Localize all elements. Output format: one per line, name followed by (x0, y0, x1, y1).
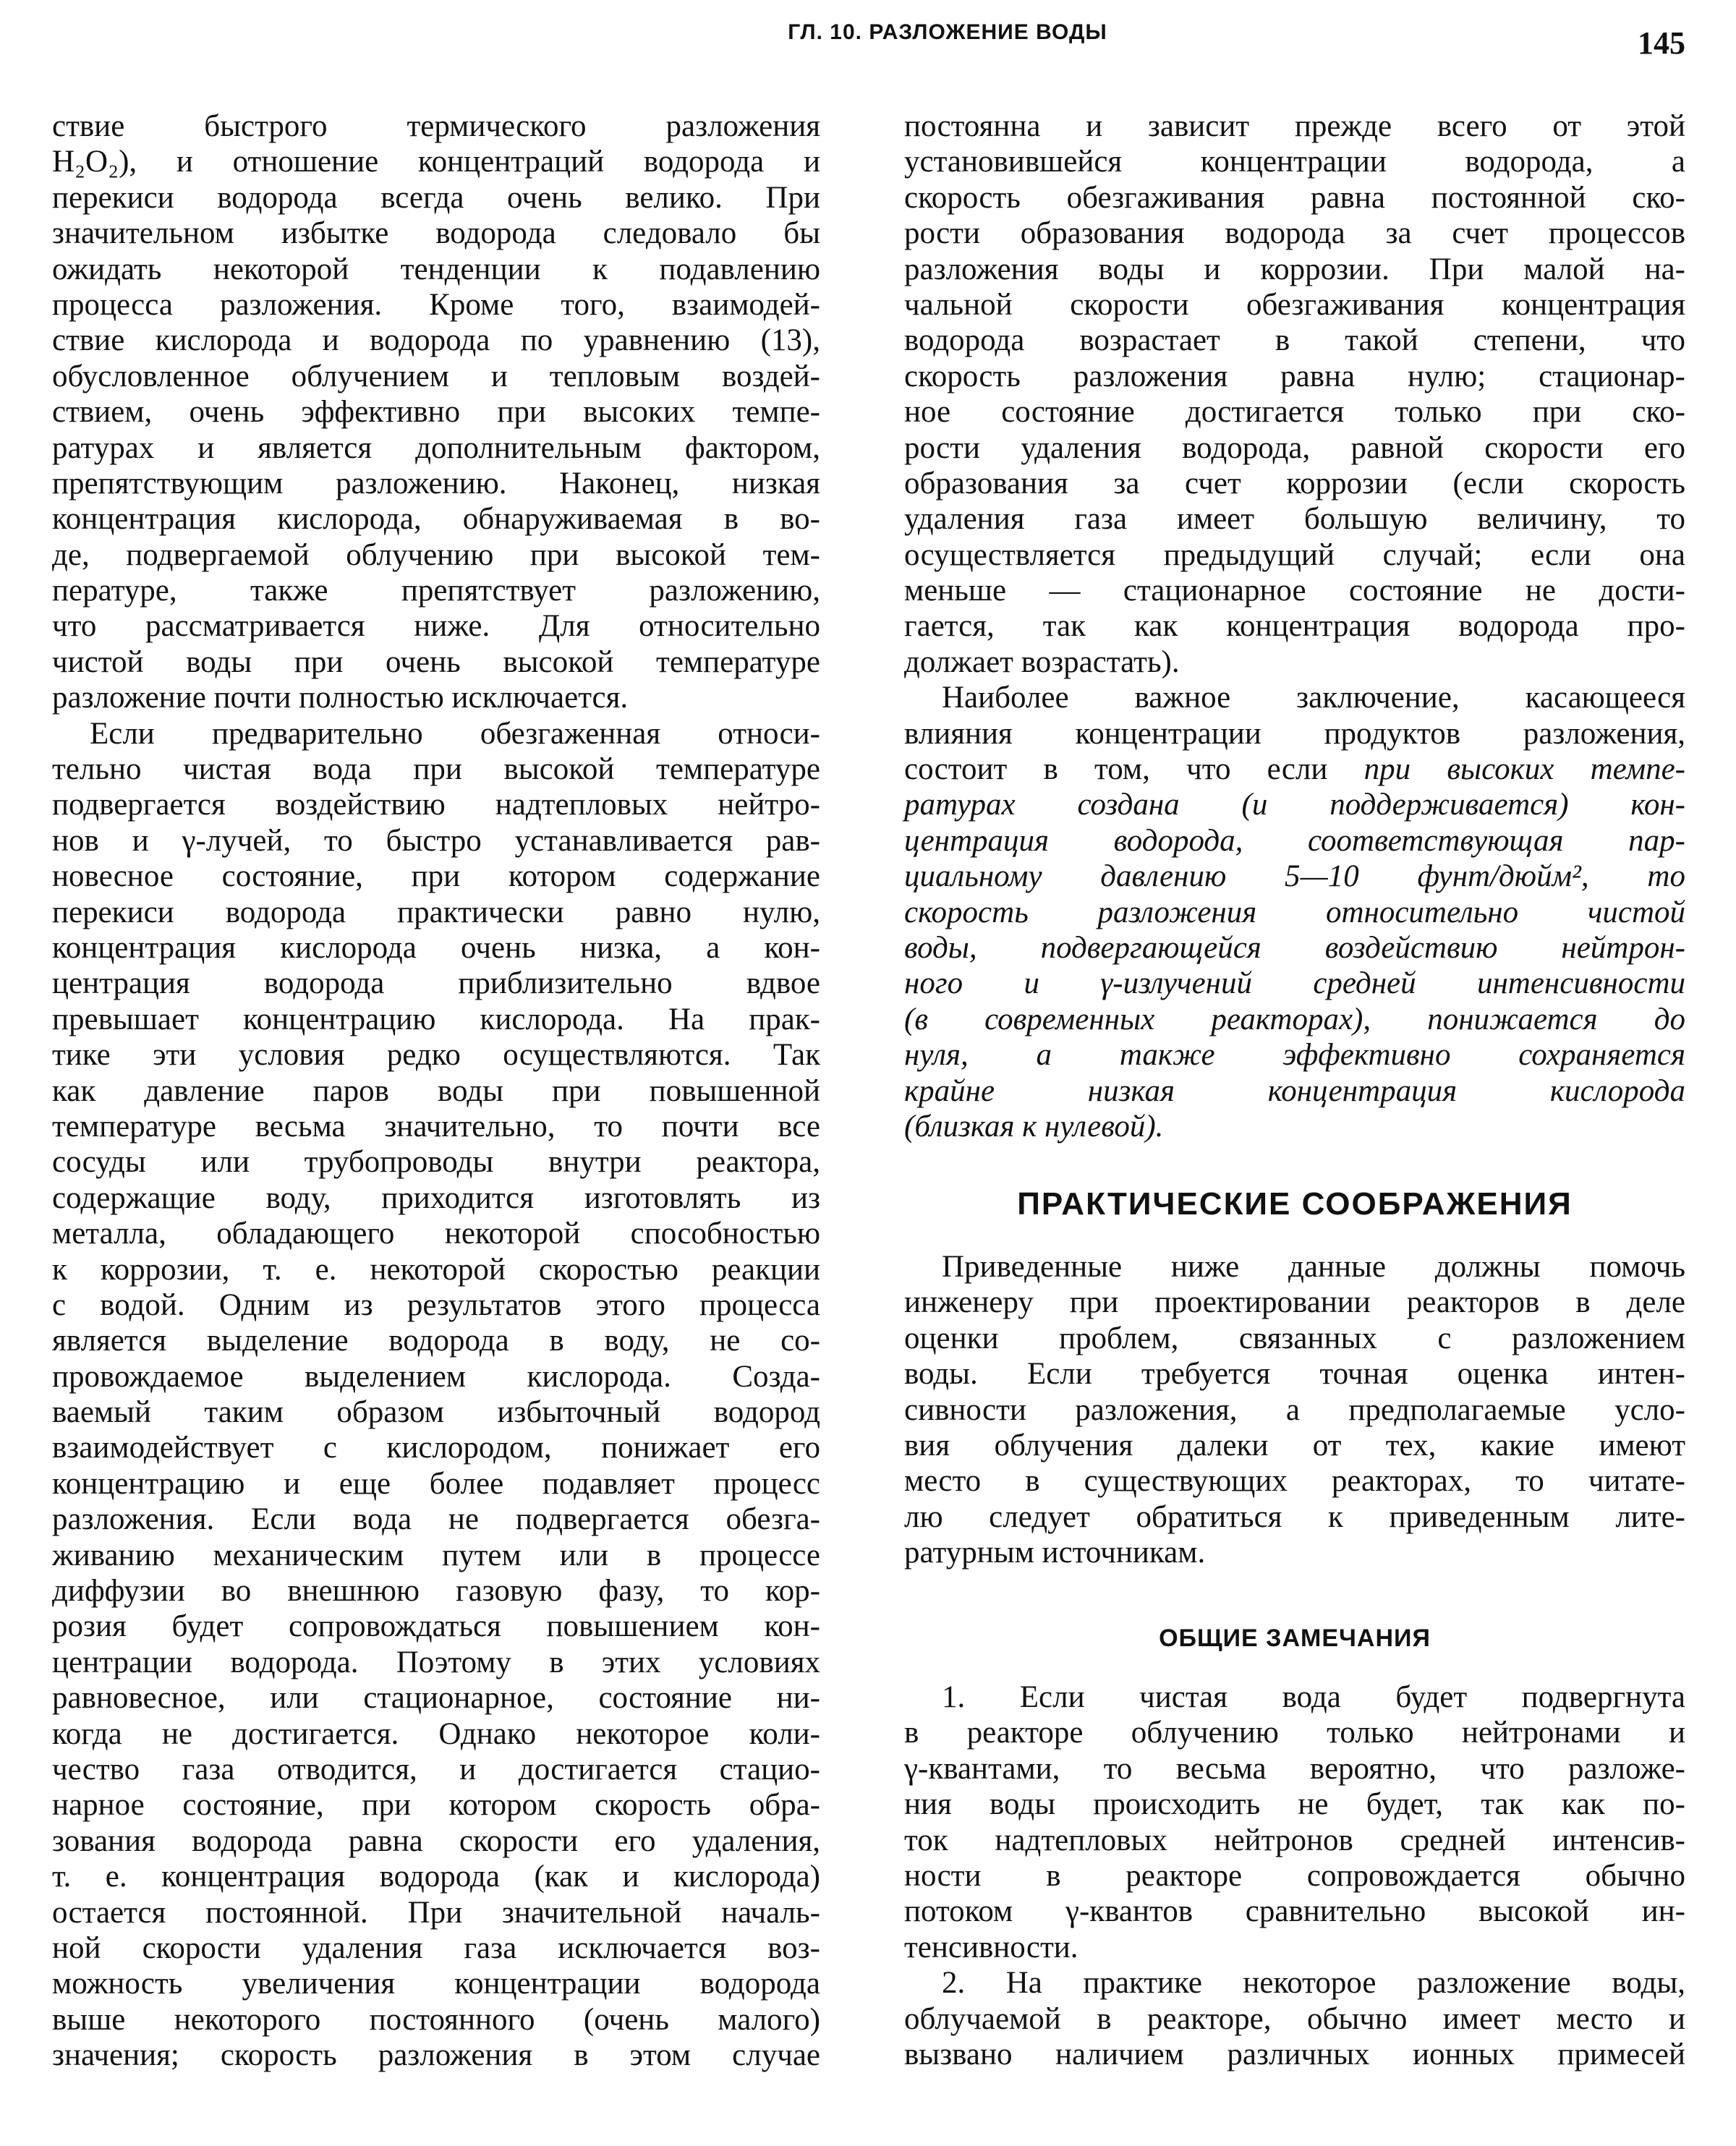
text-run: Наиболее важное заключение, касающееся (942, 681, 1685, 715)
practical-paragraph (904, 1249, 1685, 1571)
text-run: перекиси водорода всегда очень велико. При (52, 180, 820, 215)
text-run: что рассматривается ниже. Для относительно (52, 609, 820, 644)
text-run: концентрация кислорода, обнаруживаемая в во- (52, 502, 820, 537)
text-line (52, 1752, 820, 1787)
text-run: 1. Если чистая вода будет подвергнута (942, 1680, 1685, 1714)
text-run: установившейся концентрации водорода, а (904, 145, 1685, 179)
text-run: ваемый таким образом избыточный водород (52, 1395, 820, 1430)
text-line (904, 1002, 1685, 1037)
text-run: значения; скорость разложения в этом случае (52, 2038, 820, 2073)
text-line (904, 1751, 1685, 1787)
text-line (904, 394, 1685, 430)
italic-text-run: крайне низкая концентрация кислорода (904, 1073, 1685, 1108)
text-line (52, 1966, 820, 2001)
text-run: подвергается воздействию надтепловых нейтро- (52, 788, 820, 822)
text-line (904, 895, 1685, 930)
text-line (904, 537, 1685, 573)
text-line (904, 1249, 1685, 1285)
text-line (904, 466, 1685, 501)
text-run: перекиси водорода практически равно нулю, (52, 895, 820, 929)
italic-text-run: центрация водорода, соответствующая пар- (904, 823, 1685, 858)
text-run: вия облучения далеки от тех, какие имеют (904, 1428, 1685, 1462)
text-line (904, 751, 1685, 787)
text-run: к коррозии, т. е. некоторой скоростью реакции (52, 1252, 820, 1287)
text-run: температуре весьма значительно, то почти все (52, 1109, 820, 1144)
text-line (52, 787, 820, 822)
text-line (52, 287, 820, 323)
text-line (52, 1502, 820, 1537)
text-run: гается, так как концентрация водорода про- (904, 609, 1685, 644)
text-line (52, 1573, 820, 1609)
italic-text-run: нуля, а также эффективно сохраняется (904, 1038, 1685, 1073)
text-run: тенсивности. (904, 1930, 1078, 1964)
text-run: тельно чистая вода при высокой температуре (52, 752, 820, 787)
text-line (52, 751, 820, 787)
text-run: равновесное, или стационарное, состояние ни- (52, 1681, 820, 1716)
text-line (52, 680, 820, 715)
text-line (904, 859, 1685, 894)
text-line (904, 323, 1685, 358)
italic-text-run: (в современных реакторах), понижается до (904, 1002, 1685, 1036)
right-column-top (904, 108, 1685, 1144)
text-line (52, 1287, 820, 1323)
text-line (52, 966, 820, 1001)
text-line (52, 359, 820, 394)
text-line (904, 1285, 1685, 1320)
text-line (904, 1428, 1685, 1463)
text-run: остается постоянной. При значительной началь- (52, 1895, 820, 1930)
text-line (52, 1895, 820, 1930)
text-line (904, 1823, 1685, 1858)
text-run: водорода возрастает в такой степени, что (904, 323, 1685, 358)
text-line (904, 1463, 1685, 1499)
text-run: нов и γ-лучей, то быстро устанавливается рав- (52, 823, 820, 858)
text-run: образования за счет коррозии (если скорость (904, 466, 1685, 501)
text-line (52, 1466, 820, 1502)
text-line (904, 823, 1685, 859)
text-line (904, 1356, 1685, 1392)
italic-text-run: воды, подвергающейся воздействию нейтрон- (904, 930, 1685, 965)
text-line (904, 216, 1685, 251)
text-run: концентрация кислорода очень низка, а кон- (52, 930, 820, 965)
text-line (52, 252, 820, 287)
text-line (52, 466, 820, 501)
text-run: удаления газа имеет большую величину, то (904, 502, 1685, 537)
text-line (52, 1645, 820, 1680)
text-line (52, 930, 820, 966)
subsection-heading-remarks: ОБЩИЕ ЗАМЕЧАНИЯ (1159, 1625, 1431, 1652)
text-line (904, 252, 1685, 287)
text-run: можность увеличения концентрации водорода (52, 1967, 820, 2001)
text-run: живанию механическим путем или в процессе (52, 1538, 820, 1572)
text-run: центрации водорода. Поэтому в этих условиях (52, 1645, 820, 1679)
text-line (52, 1359, 820, 1395)
text-run: γ-квантами, то весьма вероятно, что разложе- (904, 1751, 1685, 1786)
text-line (52, 895, 820, 930)
text-run: взаимодействует с кислородом, понижает его (52, 1431, 820, 1465)
text-run: новесное состояние, при котором содержание (52, 859, 820, 894)
text-line (904, 930, 1685, 966)
text-run: металла, обладающего некоторой способностью (52, 1217, 820, 1251)
text-line (904, 1679, 1685, 1715)
text-line (52, 1002, 820, 1037)
text-line (52, 1930, 820, 1966)
text-line (904, 1894, 1685, 1929)
text-line (52, 537, 820, 573)
text-line (904, 1858, 1685, 1894)
text-line (52, 2038, 820, 2073)
text-run: воды. Если требуется точная оценка интен- (904, 1357, 1685, 1392)
text-run: влияния концентрации продуктов разложения, (904, 716, 1685, 751)
text-line (52, 1144, 820, 1180)
text-line (52, 1252, 820, 1287)
text-run: розия будет сопровождаться повышением кон- (52, 1609, 820, 1644)
text-run: рости удаления водорода, равной скорости его (904, 430, 1685, 465)
text-run: место в существующих реакторах, то читате- (904, 1464, 1685, 1499)
text-run: 2. На практике некоторое разложение воды, (942, 1966, 1685, 2001)
text-run: разложения. Если вода не подвергается обезга- (52, 1502, 820, 1537)
text-run: с водой. Одним из результатов этого процесса (52, 1287, 820, 1322)
text-run: чальной скорости обезгаживания концентрация (904, 287, 1685, 322)
text-line (52, 644, 820, 680)
text-line (52, 323, 820, 358)
text-run: концентрацию и еще более подавляет процесс (52, 1466, 820, 1501)
italic-text-run: при высоких темпе- (1363, 752, 1685, 787)
text-run: разложение почти полностью исключается. (52, 681, 629, 715)
text-run: скорость разложения равна нулю; стационар- (904, 359, 1685, 393)
text-run: ствием, очень эффективно при высоких темпе- (52, 395, 820, 430)
text-line (52, 859, 820, 894)
text-line (904, 680, 1685, 715)
text-run: ток надтепловых нейтронов средней интенсив- (904, 1823, 1685, 1857)
left-column (52, 108, 820, 2073)
text-run: тике эти условия редко осуществляются. Так (52, 1038, 820, 1073)
text-line (52, 1609, 820, 1644)
text-run: постоянна и зависит прежде всего от этой (904, 109, 1685, 143)
text-run: Приведенные ниже данные должны помочь (942, 1250, 1685, 1284)
text-line (904, 608, 1685, 644)
text-run: ности в реакторе сопровождается обычно (904, 1858, 1685, 1893)
text-run: оценки проблем, связанных с разложением (904, 1321, 1685, 1355)
text-run: диффузии во внешнюю газовую фазу, то кор- (52, 1574, 820, 1609)
text-line (52, 2002, 820, 2038)
text-line (904, 359, 1685, 394)
text-run: осуществляется предыдущий случай; если она (904, 537, 1685, 572)
text-run: ное состояние достигается только при ско- (904, 395, 1685, 430)
text-run: обусловленное облучением и тепловым воздей- (52, 359, 820, 393)
italic-text-run: циальному давлению 5—10 фунт/дюйм², то (904, 859, 1685, 894)
text-run: облучаемой в реакторе, обычно имеет место и (904, 2001, 1685, 2036)
text-line (904, 966, 1685, 1001)
text-line (52, 716, 820, 751)
text-line (52, 1323, 820, 1358)
text-line (904, 1965, 1685, 2001)
text-run: скорость обезгаживания равна постоянной ско- (904, 180, 1685, 215)
text-line (52, 573, 820, 608)
text-line (904, 430, 1685, 466)
text-line (904, 501, 1685, 537)
text-line (52, 1430, 820, 1465)
text-line (904, 1787, 1685, 1822)
text-run: H₂O₂), и отношение концентраций водорода и (52, 145, 820, 179)
text-line (904, 1715, 1685, 1750)
text-line (52, 1037, 820, 1073)
text-line (904, 573, 1685, 608)
text-run: де, подвергаемой облучению при высокой тем- (52, 537, 820, 572)
text-line (52, 1859, 820, 1894)
section-heading-practical: ПРАКТИЧЕСКИЕ СООБРАЖЕНИЯ (1017, 1186, 1573, 1222)
text-line (904, 2001, 1685, 2037)
text-run: провождаемое выделением кислорода. Созда- (52, 1359, 820, 1394)
text-line (904, 787, 1685, 822)
text-line (904, 644, 1685, 680)
text-line (904, 287, 1685, 323)
text-run: содержащие воду, приходится изготовлять из (52, 1180, 820, 1215)
remarks-list (904, 1679, 1685, 2072)
text-run: ной скорости удаления газа исключается воз- (52, 1930, 820, 1965)
text-run: чистой воды при очень высокой температуре (52, 644, 820, 679)
text-line (904, 1109, 1685, 1144)
text-line (904, 1321, 1685, 1356)
text-line (904, 108, 1685, 144)
text-run: препятствующим разложению. Наконец, низкая (52, 466, 820, 501)
italic-text-run: ратурах создана (и поддерживается) кон- (904, 788, 1685, 822)
text-line (52, 1680, 820, 1716)
text-run: Если предварительно обезгаженная относи- (90, 716, 820, 751)
text-line (52, 144, 820, 179)
text-run: вызвано наличием различных ионных примесей (904, 2037, 1685, 2072)
text-line (52, 394, 820, 430)
text-line (904, 180, 1685, 216)
italic-text-run: скорость разложения относительно чистой (904, 895, 1685, 929)
text-run: потоком γ-квантов сравнительно высокой ин- (904, 1894, 1685, 1929)
text-line (52, 1073, 820, 1109)
text-run: должает возрастать). (904, 644, 1180, 679)
text-line (52, 180, 820, 216)
text-line (52, 1716, 820, 1752)
text-run: рости образования водорода за счет процессов (904, 216, 1685, 251)
text-run: пературе, также препятствует разложению, (52, 574, 820, 608)
text-run: в реакторе облучению только нейтронами и (904, 1716, 1685, 1750)
text-run: выше некоторого постоянного (очень малого) (52, 2002, 820, 2037)
text-run: чество газа отводится, и достигается стацио- (52, 1752, 820, 1787)
text-run: лю следует обратиться к приведенным лите- (904, 1499, 1685, 1534)
text-run: когда не достигается. Однако некоторое коли- (52, 1716, 820, 1751)
text-run: сивности разложения, а предполагаемые усло- (904, 1392, 1685, 1427)
italic-text-run: ного и γ-излучений средней интенсивности (904, 966, 1685, 1001)
text-line (52, 430, 820, 466)
text-run: нарное состояние, при котором скорость обра- (52, 1788, 820, 1823)
text-line (904, 1535, 1685, 1570)
text-line (904, 2037, 1685, 2072)
text-line (52, 501, 820, 537)
text-run: сосуды или трубопроводы внутри реактора, (52, 1145, 820, 1180)
text-line (52, 1109, 820, 1144)
running-head: ГЛ. 10. РАЗЛОЖЕНИЕ ВОДЫ (788, 20, 1107, 44)
text-run: ожидать некоторой тенденции к подавлению (52, 252, 820, 286)
text-line (904, 1930, 1685, 1965)
text-run: ния воды происходить не будет, так как по- (904, 1787, 1685, 1822)
text-run: ратурах и является дополнительным фактором, (52, 430, 820, 465)
text-line (52, 216, 820, 251)
text-run: инженеру при проектировании реакторов в деле (904, 1285, 1685, 1320)
text-line (904, 716, 1685, 751)
text-run: как давление паров воды при повышенной (52, 1073, 820, 1108)
text-run: ствие кислорода и водорода по уравнению (13), (52, 323, 820, 358)
text-line (904, 1037, 1685, 1073)
text-line (52, 823, 820, 859)
text-run: центрация водорода приблизительно вдвое (52, 966, 820, 1001)
page-number: 145 (1638, 25, 1685, 61)
text-line (52, 1823, 820, 1859)
text-run: значительном избытке водорода следовало бы (52, 216, 820, 251)
text-line (52, 1180, 820, 1216)
text-run: является выделение водорода в воду, не со- (52, 1324, 820, 1358)
text-run: меньше — стационарное состояние не дости- (904, 574, 1685, 608)
text-line (52, 608, 820, 644)
text-run: превышает концентрацию кислорода. На прак- (52, 1002, 820, 1036)
text-run: т. е. концентрация водорода (как и кислорода) (52, 1860, 820, 1894)
text-run: разложения воды и коррозии. При малой на- (904, 252, 1685, 286)
text-line (52, 1538, 820, 1573)
text-run: процесса разложения. Кроме того, взаимодей- (52, 287, 820, 322)
italic-text-run: (близкая к нулевой). (904, 1109, 1164, 1144)
text-run: состоит в том, что если (904, 752, 1364, 787)
text-line (904, 144, 1685, 179)
text-line (52, 1216, 820, 1251)
text-run: ратурным источникам. (904, 1536, 1206, 1570)
text-line (52, 1787, 820, 1823)
text-line (904, 1392, 1685, 1428)
text-line (904, 1499, 1685, 1535)
text-line (904, 1073, 1685, 1109)
text-run: зования водорода равна скорости его удаления, (52, 1823, 820, 1858)
text-run: ствие быстрого термического разложения (52, 109, 820, 143)
text-line (52, 108, 820, 144)
text-line (52, 1395, 820, 1430)
